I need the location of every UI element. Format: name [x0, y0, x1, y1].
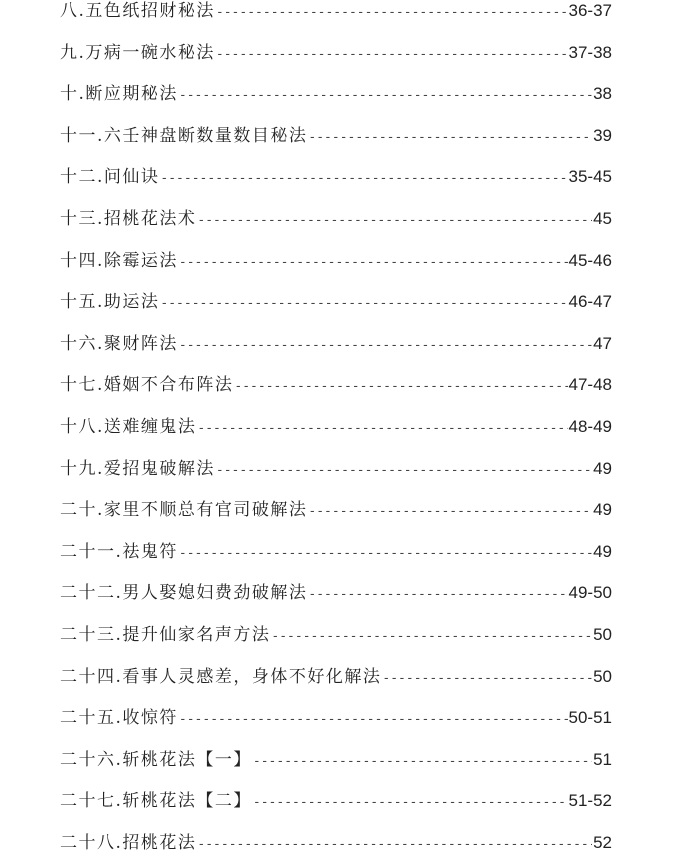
toc-entry-pages: 39: [593, 125, 612, 145]
toc-entry: [60, 822, 612, 863]
toc-entry-pages: 35-45: [568, 167, 612, 187]
toc-entry: [60, 281, 612, 323]
toc-entry-title: 十五.助运法: [60, 292, 160, 313]
toc-entry-title: 十.断应期秘法: [60, 84, 178, 105]
toc-entry-pages: 49: [593, 541, 612, 561]
toc-entry-title: 二十六.斩桃花法【一】: [60, 749, 252, 770]
toc-leader-dashes: [179, 325, 592, 365]
toc-entry-pages: 49: [593, 458, 612, 478]
toc-leader-dashes: [216, 450, 592, 490]
toc-leader-dashes: [308, 117, 592, 157]
toc-entry-pages: 48-49: [568, 416, 612, 436]
toc-leader-dashes: [216, 0, 568, 32]
toc-entry: [60, 697, 612, 739]
toc-entry: [60, 739, 612, 781]
toc-entry: [60, 156, 612, 198]
toc-entry-title: 十九.爱招鬼破解法: [60, 458, 215, 479]
toc-leader-dashes: [308, 491, 592, 531]
toc-entry-title: 十八.送难缠鬼法: [60, 416, 197, 437]
toc-entry-title: 八.五色纸招财秘法: [60, 1, 215, 21]
toc-leader-dashes: [216, 34, 568, 74]
toc-leader-dashes: [179, 533, 592, 573]
toc-entry-pages: 36-37: [568, 1, 612, 20]
toc-entry-title: 二十二.男人娶媳妇费劲破解法: [60, 583, 308, 604]
toc-entry-pages: 52: [593, 832, 612, 852]
toc-entry: [60, 780, 612, 822]
toc-entry-pages: 49: [593, 500, 612, 520]
toc-entry-title: 十三.招桃花法术: [60, 208, 197, 229]
toc-leader-dashes: [179, 699, 568, 739]
toc-leader-dashes: [197, 200, 592, 240]
toc-entry-title: 十一.六壬神盘断数量数目秘法: [60, 125, 308, 146]
toc-entry-title: 二十七.斩桃花法【二】: [60, 791, 252, 812]
toc-entry-pages: 46-47: [568, 292, 612, 312]
toc-entry-pages: 50-51: [568, 708, 612, 728]
toc-entry-title: 二十八.招桃花法: [60, 832, 197, 853]
toc-entry-pages: 49-50: [568, 583, 612, 603]
toc-entry-pages: 47-48: [568, 375, 612, 395]
toc-leader-dashes: [271, 616, 592, 656]
toc-entry-pages: 45: [593, 208, 612, 228]
toc-entry-pages: 50: [593, 666, 612, 686]
toc-entry-title: 二十.家里不顺总有官司破解法: [60, 500, 308, 521]
toc-entry-title: 二十三.提升仙家名声方法: [60, 624, 271, 645]
toc-entry: [60, 73, 612, 115]
toc-entry-pages: 47: [593, 333, 612, 353]
toc-entry-pages: 51: [593, 749, 612, 769]
toc-entry: [60, 198, 612, 240]
toc-entry-pages: 38: [593, 84, 612, 104]
toc-entry: [60, 32, 612, 74]
toc-entry-pages: 45-46: [568, 250, 612, 270]
toc-entry: [60, 240, 612, 282]
toc-leader-dashes: [382, 658, 592, 698]
toc-entry: [60, 364, 612, 406]
toc-entry: [60, 572, 612, 614]
toc-entry: [60, 614, 612, 656]
toc-leader-dashes: [179, 75, 592, 115]
toc-entry-pages: 51-52: [568, 791, 612, 811]
toc-entry: [60, 448, 612, 490]
toc-leader-dashes: [160, 158, 567, 198]
toc-entry: [60, 531, 612, 573]
toc-leader-dashes: [308, 574, 567, 614]
toc-leader-dashes: [253, 741, 592, 781]
toc-entry: [60, 489, 612, 531]
toc-entry-title: 十四.除霉运法: [60, 250, 178, 271]
toc-entry-title: 二十五.收惊符: [60, 708, 178, 729]
toc-leader-dashes: [197, 408, 567, 448]
toc-entry-pages: 50: [593, 624, 612, 644]
toc-leader-dashes: [253, 782, 568, 822]
toc-entry: [60, 323, 612, 365]
table-of-contents: [60, 0, 612, 863]
toc-entry-pages: 37-38: [568, 42, 612, 62]
toc-entry-title: 十七.婚姻不合布阵法: [60, 375, 234, 396]
toc-entry: [60, 115, 612, 157]
toc-entry-title: 二十一.祛鬼符: [60, 541, 178, 562]
toc-entry: [60, 0, 612, 32]
toc-entry-title: 九.万病一碗水秘法: [60, 42, 215, 63]
toc-entry-title: 十六.聚财阵法: [60, 333, 178, 354]
toc-entry: [60, 656, 612, 698]
toc-entry: [60, 406, 612, 448]
toc-leader-dashes: [197, 824, 592, 863]
toc-entry-title: 十二.问仙诀: [60, 167, 160, 188]
toc-entry-title: 二十四.看事人灵感差，身体不好化解法: [60, 666, 382, 687]
toc-leader-dashes: [160, 283, 567, 323]
toc-leader-dashes: [179, 242, 568, 282]
toc-leader-dashes: [234, 366, 567, 406]
